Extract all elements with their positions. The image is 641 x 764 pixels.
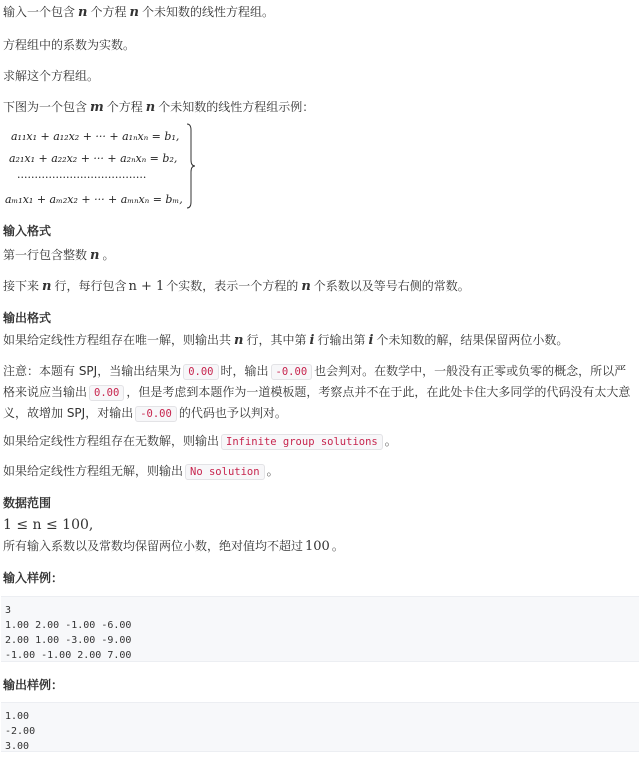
output-format-heading: 输出格式 — [3, 311, 52, 325]
intro-line-4: 下图为一个包含 m 个方程 n 个未知数的线性方程组示例： — [3, 100, 315, 115]
input-format-heading: 输入格式 — [3, 224, 52, 238]
right-brace-icon — [186, 120, 196, 212]
code-infinite-solutions: Infinite group solutions — [221, 434, 383, 450]
data-range-line-2: 所有输入系数以及常数均保留两位小数，绝对值均不超过 100 。 — [3, 539, 344, 554]
intro-line-1: 输入一个包含 n 个方程 n 个未知数的线性方程组。 — [3, 5, 274, 20]
sample-output-block: 1.00 -2.00 3.00 — [1, 702, 639, 752]
code-no-solution: No solution — [185, 464, 265, 480]
code-negative-zero: -0.00 — [135, 406, 177, 422]
equation-row-dots: ····································· — [17, 171, 147, 184]
output-no-solution-line: 如果给定线性方程组无解，则输出 No solution 。 — [3, 464, 279, 478]
output-infinite-line: 如果给定线性方程组存在无数解，则输出 Infinite group solutions 。 — [3, 434, 397, 448]
sample-output-heading: 输出样例： — [3, 678, 64, 692]
data-range-expression: 1 ≤ n ≤ 100, — [3, 517, 94, 533]
sample-input-heading: 输入样例： — [3, 571, 64, 585]
code-negative-zero: -0.00 — [271, 364, 313, 380]
input-format-line-1: 第一行包含整数 n 。 — [3, 248, 115, 263]
equation-row-m: aₘ₁x₁ + aₘ₂x₂ + ··· + aₘₙxₙ = bₘ, — [5, 193, 183, 206]
input-format-line-2: 接下来 n 行，每行包含 n + 1 个实数，表示一个方程的 n 个系数以及等号右侧的常数。 — [3, 279, 470, 294]
code-zero: 0.00 — [183, 364, 218, 380]
output-format-line-1: 如果给定线性方程组存在唯一解，则输出共 n 行，其中第 i 行输出第 i 个未知数的解，结果保留两位小数。 — [3, 333, 569, 348]
data-range-heading: 数据范围 — [3, 496, 52, 510]
equation-system-figure — [3, 120, 198, 212]
output-format-note: 注意：本题有 SPJ，当输出结果为 0.00 时，输出 -0.00 也会判对。在数学中，一般没有正零或负零的概念，所以严格来说应当输出 0.00 ，但是考虑到本题作为一道模板题，考察点并不在于此，在此处卡住大多同学的代码没有太大意义，故增加 SPJ，对输出 -0.00 的代码也予以判对。 — [3, 364, 631, 420]
intro-line-3: 求解这个方程组。 — [3, 69, 100, 83]
sample-input-block: 3 1.00 2.00 -1.00 -6.00 2.00 1.00 -3.00 -9.00 -1.00 -1.00 2.00 7.00 — [1, 596, 639, 662]
intro-line-2: 方程组中的系数为实数。 — [3, 38, 136, 52]
equation-row-1: a₁₁x₁ + a₁₂x₂ + ··· + a₁ₙxₙ = b₁, — [11, 130, 180, 143]
code-zero: 0.00 — [89, 385, 124, 401]
equation-row-2: a₂₁x₁ + a₂₂x₂ + ··· + a₂ₙxₙ = b₂, — [9, 152, 178, 165]
